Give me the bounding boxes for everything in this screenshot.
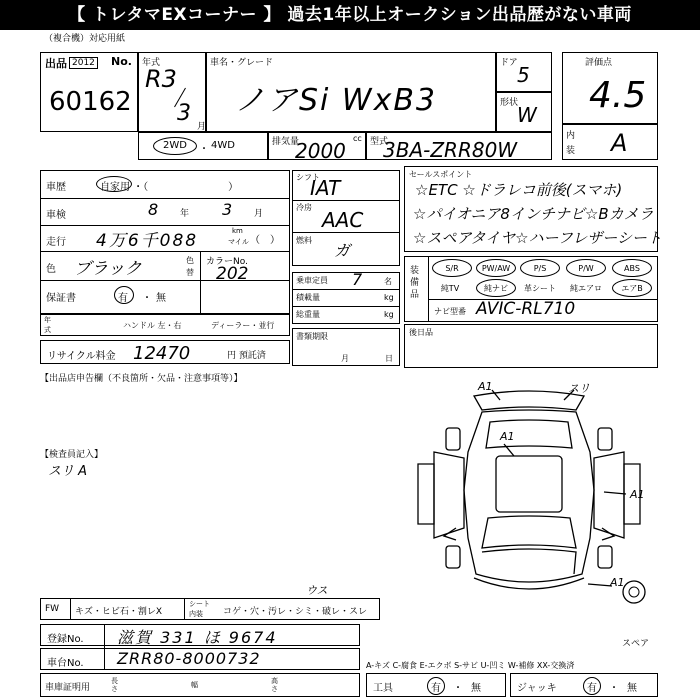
equip-tv: 純TV (440, 284, 460, 293)
color-no-value: 202 (216, 264, 249, 284)
model-name: ノアSi WxB3 (235, 83, 437, 118)
equip-leather: 革シート (524, 284, 556, 293)
lot-number: 60162 (49, 87, 132, 117)
lot-box: 出品 2012 No. 60162 (40, 52, 138, 132)
equip-airbag: エアB (612, 279, 652, 297)
tools-no: 無 (471, 683, 481, 694)
score-value: 4.5 (589, 75, 647, 116)
jack-yes: 有 (587, 683, 597, 694)
cert-row: 車庫証明用 長さ 幅 高さ (40, 673, 360, 697)
recycle-box: リサイクル料金 12470 円 預託済 (40, 340, 290, 364)
model-box: 車名・グレード ノアSi WxB3 (206, 52, 496, 132)
warranty-no: 無 (156, 293, 166, 304)
mark-side: A1 (630, 488, 645, 501)
body-type-value: W (517, 103, 537, 127)
reg-no-value: 滋賀 331 ほ 9674 (117, 628, 278, 647)
fw-text: キズ・ヒビ石・割レX (75, 607, 162, 617)
fw-row: FW キズ・ヒビ石・割レX シート 内装 コゲ・穴・汚レ・シミ・破レ・スレ (40, 598, 380, 620)
form-subtitle: （複合機）対応用紙 (44, 34, 126, 44)
sales-point-line-2: ☆パイオニア8インチナビ☆Bカメラ (413, 205, 654, 223)
shaken-month: 3 (222, 200, 233, 219)
equip-ps: P/S (520, 259, 560, 277)
door-value: 5 (517, 63, 530, 87)
inspector-label: 【検査員記入】 (40, 450, 104, 460)
mileage-value: 4万6千088 (96, 231, 199, 251)
sales-point-line-1: ☆ETC ☆ドラレコ前後(スマホ) (415, 181, 623, 199)
wheel-dealer: ディーラー・並行 (211, 321, 275, 330)
wheel-side: ハンドル 左・右 (123, 321, 182, 330)
color-value: ブラック (74, 259, 142, 279)
mark-roof: A1 (500, 430, 515, 443)
aircon-value: AAC (322, 208, 364, 232)
navi-model: AVIC-RL710 (476, 299, 576, 319)
score-box: 評価点 4.5 (562, 52, 658, 124)
fuel-value: ガ (334, 241, 351, 260)
wheel-box: 年 式 ハンドル 左・右 ディーラー・並行 (40, 314, 290, 336)
declaration-label: 【出品店申告欄（不良箇所・欠品・注意事項等）】 (40, 374, 243, 384)
damage-legend: A-キズ C-腐食 E-エクボ S-サビ U-凹ミ W-補修 XX-交換済 (366, 661, 575, 670)
nenshiki-box: 年式 R3 3 月 (138, 52, 206, 132)
equipment-box: 装備品 (404, 256, 658, 322)
nenshiki-month: 3 (177, 101, 191, 126)
post-equipment-box: 後日品 (404, 324, 658, 368)
mark-rear: A1 (610, 576, 625, 589)
nenshiki-era: R3 (145, 65, 177, 93)
drive-4wd: 4WD (211, 140, 235, 151)
fw-note: ウス (306, 584, 328, 597)
shaken-year: 8 (148, 200, 159, 219)
sales-point-line-3: ☆スペアタイヤ☆ハーフレザーシート (413, 229, 662, 247)
drive-2wd: 2WD (163, 140, 187, 151)
chassis-row: 車台No. ZRR80-8000732 (40, 648, 360, 670)
registration-period-box: 書類期限 月 日 (292, 328, 400, 366)
jack-row: ジャッキ 有 ・ 無 (510, 673, 658, 697)
tools-row: 工具 有 ・ 無 (366, 673, 506, 697)
equip-aero: 純エアロ (570, 284, 602, 293)
recycle-value: 12470 (133, 343, 191, 364)
capacity-value: 7 (352, 270, 363, 289)
seat-text: コゲ・穴・汚レ・シミ・破レ・スレ (223, 607, 368, 617)
door-box: ドア 5 (496, 52, 552, 92)
mark-top-right: スリ (568, 382, 590, 395)
chassis-value: ZRR80-8000732 (117, 649, 261, 668)
warranty-yes: 有 (118, 293, 128, 304)
reg-no-row: 登録No. 滋賀 331 ほ 9674 (40, 624, 360, 646)
body-type-box: 形状 W (496, 92, 552, 132)
equip-sr: S/R (432, 259, 472, 277)
inspector-note: スリ A (48, 464, 88, 479)
banner-title: 【 トレタマEXコーナー 】 過去1年以上オークション出品歴がない車両 (0, 0, 700, 30)
shift-value: IAT (310, 176, 341, 200)
model-code-value: 3BA-ZRR80W (383, 138, 518, 162)
equip-pwin: P/W (566, 259, 606, 277)
equip-abs: ABS (612, 259, 652, 277)
car-damage-diagram (404, 378, 658, 606)
drive-box: 2WD ・ 4WD (138, 132, 268, 160)
history-value: 自家用 ・（ ） (100, 182, 239, 193)
interior-box: 内 装 A (562, 124, 658, 160)
lot-year: 2012 (69, 57, 98, 69)
tools-yes: 有 (431, 683, 441, 694)
displacement-box: 排気量 cc 2000 (268, 132, 366, 160)
mark-front: A1 (478, 380, 493, 393)
jack-no: 無 (627, 683, 637, 694)
equip-pw-aw: PW/AW (476, 259, 516, 277)
spare-label: スペア (622, 639, 650, 649)
model-code-box: 型式 3BA-ZRR80W (366, 132, 552, 160)
displacement-value: 2000 (295, 139, 346, 163)
sales-points-box: セールスポイント ☆ETC ☆ドラレコ前後(スマホ) ☆パイオニア8インチナビ☆Bカメラ ☆スペアタイヤ☆ハーフレザーシート (404, 166, 658, 252)
interior-value: A (611, 129, 628, 157)
equip-navi: 純ナビ (476, 279, 516, 297)
